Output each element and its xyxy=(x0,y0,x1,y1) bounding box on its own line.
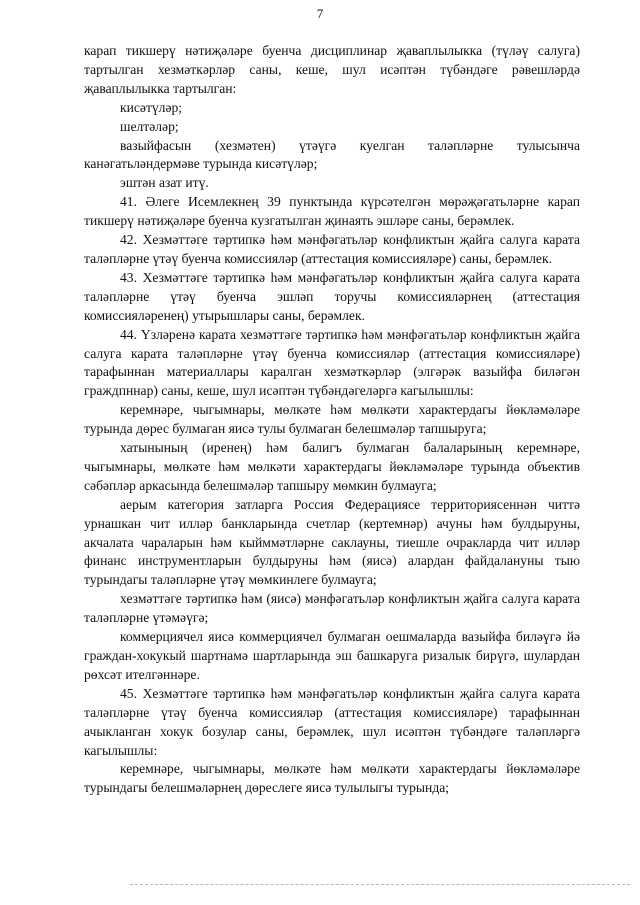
page-number: 7 xyxy=(316,6,324,21)
paragraph: керемнәре, чыгымнары, мөлкәте һәм мөлкәти характердагы йөкләмәләре турындагы белешмәләрнең дөреслеге яисә тулылыгы турында; xyxy=(84,761,580,796)
bottom-divider xyxy=(130,884,630,885)
paragraph: аерым категория затларга Россия Федерациясе территориясеннән читтә урнашкан чит илләр банкларында счетлар (кертемнәр) ачуны һәм булдыруны, акчалата чараларын һәм кыйммәтләрне саклауны, тиешле очракларда чит илләр финанс инструментларын булдыруны һәм (яисә) алардан файдалануны тыю турындагы таләпләрне үтәү мөмкинлеге булмауга; xyxy=(84,496,580,588)
paragraph: кисәтүләр; xyxy=(120,99,183,115)
paragraph: хезмәттәге тәртипкә һәм (яисә) мәнфәгатьләр конфликтын җайга салуга карата таләпләрне үтәмәүгә; xyxy=(84,591,580,626)
paragraph: 42. Хезмәттәге тәртипкә һәм мәнфәгатьләр конфликтын җайга салуга карата таләпләрне үтәү буенча комиссияләр (аттестация комиссияләре) саны, берәмлек. xyxy=(84,232,580,266)
paragraph: эштән азат итү. xyxy=(120,175,209,191)
paragraph: коммерциячел яисә коммерциячел булмаган оешмаларда вазыйфа биләүгә йә граждан-хокукый шартнамә шартларында эш башкаруга ризалык бирүгә, шулардан рөхсәт ителгәннәре. xyxy=(84,629,580,682)
paragraph: 43. Хезмәттәге тәртипкә һәм мәнфәгатьләр конфликтын җайга салуга карата таләпләрне үтәү буенча эшләп торучы комиссияләрнең (аттестация комиссияләренең) утырышлары саны, берәмлек. xyxy=(84,269,580,323)
paragraph: шелтәләр; xyxy=(120,118,179,134)
paragraph: карап тикшерү нәтиҗәләре буенча дисциплинар җаваплылыкка (түләү салуга) тартылган хезмәткәрләр саны, кеше, шул исәптән түбәндәге рәвешләрдә җаваплылыкка тартылган: xyxy=(84,43,580,96)
paragraph: хатынының (иренең) һәм балигъ булмаган балаларының керемнәре, чыгымнары, мөлкәте һәм мөлкәти характердагы йөкләмәләре турында объектив сәбәпләр аркасында белешмәләр тапшыру мөмкин булмауга; xyxy=(84,440,580,493)
document-body xyxy=(84,42,580,798)
paragraph: 44. Үзләренә карата хезмәттәге тәртипкә һәм мәнфәгатьләр конфликтын җайга салуга карата таләпләрне үтәү буенча комиссияләр (аттестация комиссияләре) тарафыннан материаллары каралган хезмәткәрләр (элгәрәк вазыйфа биләгән граждпннар) саны, кеше, шул исәптән түбәндәгеләргә кагылышлы: xyxy=(84,326,580,399)
paragraph: керемнәре, чыгымнары, мөлкәте һәм мөлкәти характердагы йөкләмәләре турында дөрес булмаган яисә тулы булмаган белешмәләр тапшыруга; xyxy=(84,402,580,437)
paragraph: 41. Әлеге Исемлекнең 39 пунктында күрсәтелгән мөрәҗәгатьләрне карап тикшерү нәтиҗәләре буенча кузгатылган җинаять эшләре саны, берәмлек. xyxy=(84,194,580,229)
paragraph: 45. Хезмәттәге тәртипкә һәм мәнфәгатьләр конфликтын җайга салуга карата таләпләрне үтәү буенча комиссияләр (аттестация комиссияләре) тарафыннан ачыкланган хокук бозулар саны, берәмлек, шул исәптән түбәндәге таләпләргә кагылышлы: xyxy=(84,685,580,758)
paragraph: вазыйфасын (хезмәтен) үтәүгә куелган таләпләрне тулысынча канәгатьләндермәве турында кисәтүләр; xyxy=(84,137,580,172)
